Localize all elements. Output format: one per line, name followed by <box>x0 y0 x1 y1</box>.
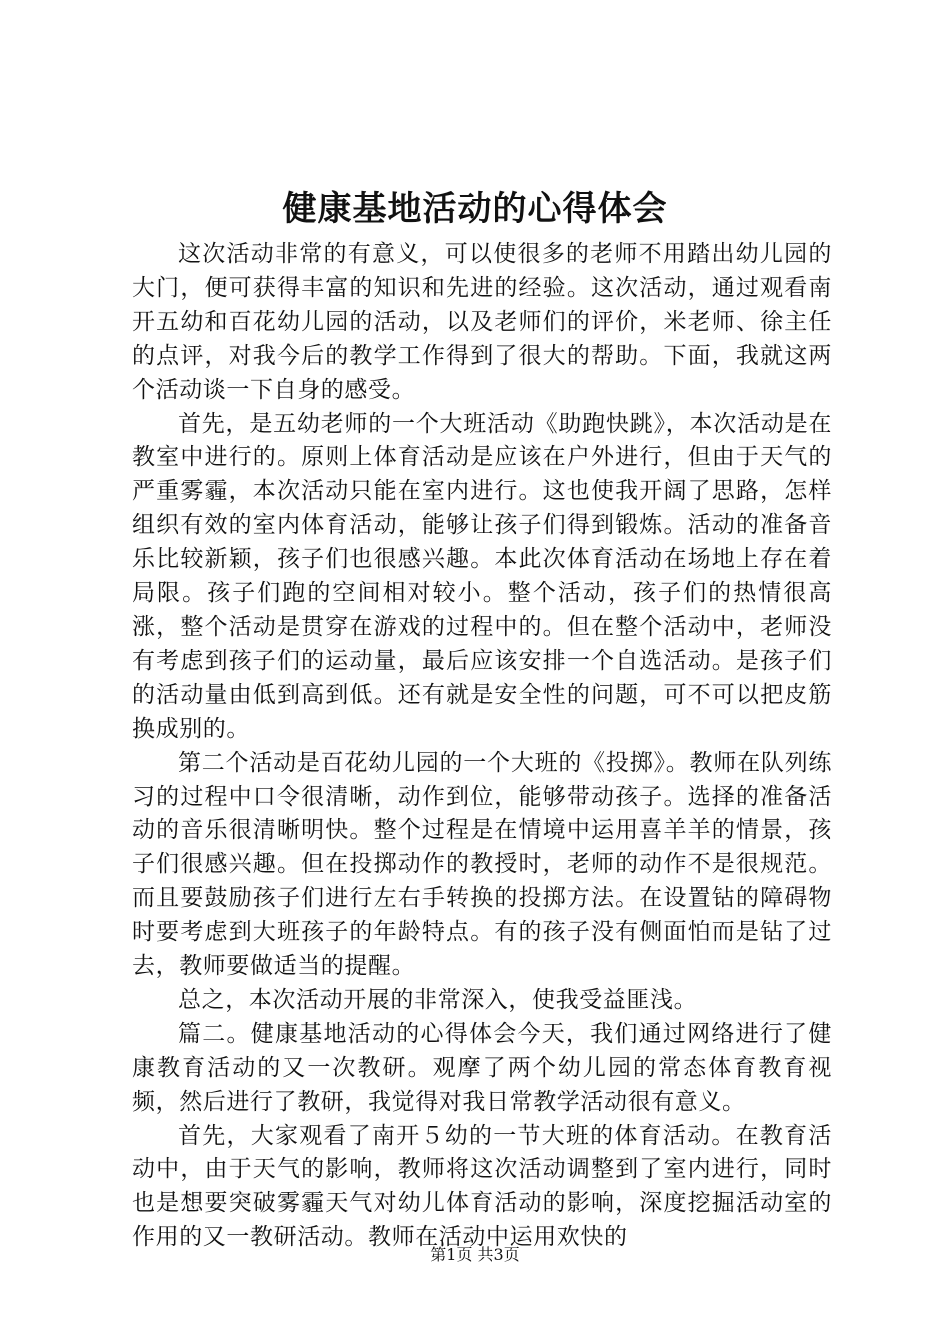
paragraph-4: 总之，本次活动开展的非常深入，使我受益匪浅。 <box>178 986 698 1013</box>
document-title: 健康基地活动的心得体会 <box>282 189 668 229</box>
page-footer: 第1页 共3页 <box>430 1245 520 1264</box>
paragraph-1: 这次活动非常的有意义，可以使很多的老师不用踏出幼儿园的大门，便可获得丰富的知识和先进的经验。这次活动，通过观看南开五幼和百花幼儿园的活动，以及老师们的评价，米老师、徐主任的点评，对我今后的教学工作得到了很大的帮助。下面，我就这两个活动谈一下自身的感受。 <box>132 241 832 403</box>
paragraph-3: 第二个活动是百花幼儿园的一个大班的《投掷》。教师在队列练习的过程中口令很清晰，动作到位，能够带动孩子。选择的准备活动的音乐很清晰明快。整个过程是在情境中运用喜羊羊的情景，孩子们很感兴趣。但在投掷动作的教授时，老师的动作不是很规范。而且要鼓励孩子们进行左右手转换的投掷方法。在设置钻的障碍物时要考虑到大班孩子的年龄特点。有的孩子没有侧面怕而是钻了过去，教师要做适当的提醒。 <box>132 749 832 980</box>
paragraph-5: 篇二。健康基地活动的心得体会今天，我们通过网络进行了健康教育活动的又一次教研。观摩了两个幼儿园的常态体育教育视频，然后进行了教研，我觉得对我日常教学活动很有意义。 <box>132 1020 832 1115</box>
paragraph-6: 首先，大家观看了南开５幼的一节大班的体育活动。在教育活动中，由于天气的影响，教师将这次活动调整到了室内进行，同时也是想要突破雾霾天气对幼儿体育活动的影响，深度挖掘活动室的作用的又一教研活动。教师在活动中运用欢快的 <box>132 1122 832 1251</box>
document-body <box>132 238 832 1255</box>
paragraph-2: 首先，是五幼老师的一个大班活动《助跑快跳》，本次活动是在教室中进行的。原则上体育活动是应该在户外进行，但由于天气的严重雾霾，本次活动只能在室内进行。这也使我开阔了思路，怎样组织有效的室内体育活动，能够让孩子们得到锻炼。活动的准备音乐比较新颖，孩子们也很感兴趣。本此次体育活动在场地上存在着局限。孩子们跑的空间相对较小。整个活动，孩子们的热情很高涨，整个活动是贯穿在游戏的过程中的。但在整个活动中，老师没有考虑到孩子们的运动量，最后应该安排一个自选活动。是孩子们的活动量由低到高到低。还有就是安全性的问题，可不可以把皮筋换成别的。 <box>132 410 832 742</box>
